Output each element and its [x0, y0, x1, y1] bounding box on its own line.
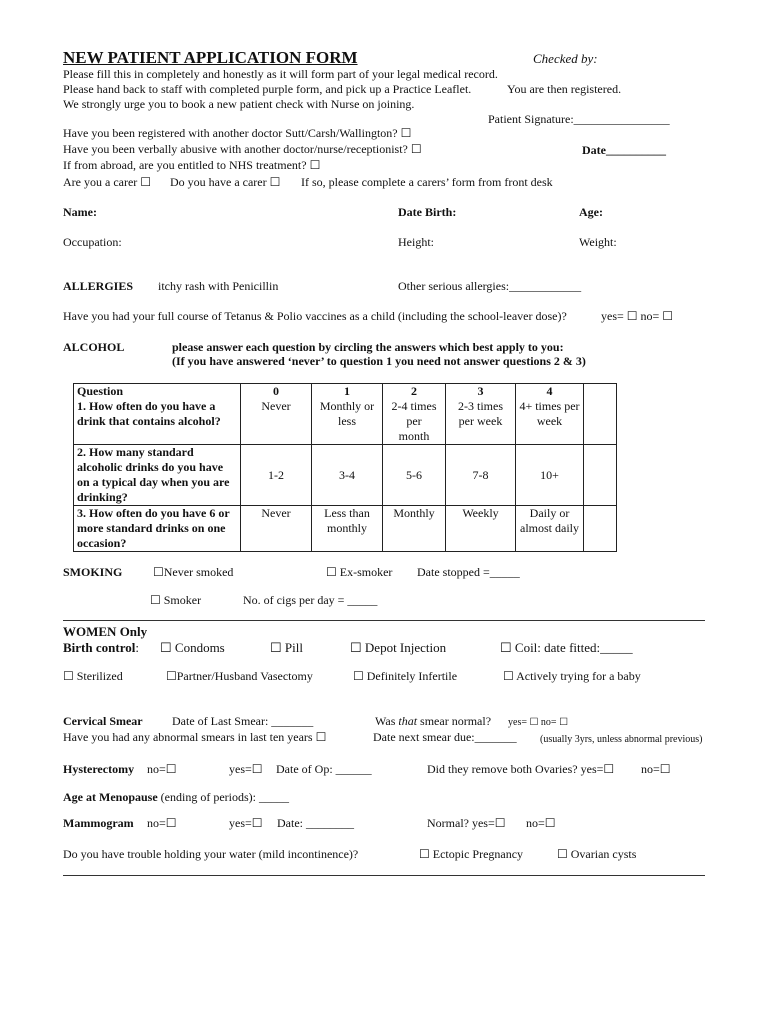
other-allergies-field[interactable]: Other serious allergies:____________ [398, 279, 582, 293]
intro-line-1: Please fill this in completely and honestly as it will form part of your legal medical record. [63, 67, 498, 81]
vaccines-answer[interactable]: yes= ☐ no= ☐ [601, 309, 674, 323]
q1-answer-3: 2-3 times per week [458, 399, 503, 428]
answer-cell[interactable] [241, 384, 312, 445]
date-of-birth-label[interactable]: Date Birth: [398, 205, 457, 219]
question-3-text: 3. How often do you have 6 or more standard drinks on one occasion? [74, 506, 241, 552]
name-label[interactable]: Name: [63, 205, 97, 219]
smear-normal-that: that [398, 714, 418, 728]
question-cell [74, 384, 241, 445]
vaccines-question: Have you had your full course of Tetanus & Polio vaccines as a child (including the school-leaver dose)? [63, 309, 567, 323]
pill-checkbox[interactable]: ☐ Pill [270, 640, 303, 655]
q1-answer-4: 4+ times per week [519, 399, 580, 428]
weight-label[interactable]: Weight: [579, 235, 617, 249]
age-label[interactable]: Age: [579, 205, 603, 219]
q3-answer-0[interactable]: Never [241, 506, 312, 552]
blank-cell [584, 506, 617, 552]
menopause-age-field[interactable] [63, 790, 289, 805]
last-smear-date-field[interactable]: Date of Last Smear: _______ [172, 714, 314, 728]
ovaries-removed-yes[interactable]: Did they remove both Ovaries? yes=☐ [427, 762, 615, 776]
ovarian-cysts-checkbox[interactable]: ☐ Ovarian cysts [557, 847, 637, 861]
score-4: 4 [546, 384, 553, 398]
alcohol-instruction-1: please answer each question by circling the answers which best apply to you: [172, 340, 564, 354]
q3-answer-1[interactable]: Less than monthly [312, 506, 383, 552]
incontinence-question: Do you have trouble holding your water (mild incontinence)? [63, 847, 359, 861]
table-row [74, 384, 617, 445]
infertile-checkbox[interactable]: ☐ Definitely Infertile [353, 669, 458, 683]
question-2-text: 2. How many standard alcoholic drinks do you have on a typical day when you are drinking? [74, 445, 241, 506]
score-3: 3 [477, 384, 484, 398]
patient-signature-field[interactable]: Patient Signature:________________ [488, 112, 670, 126]
blank-cell [584, 384, 617, 445]
smoking-label: SMOKING [63, 565, 123, 579]
registered-elsewhere-question[interactable]: Have you been registered with another doctor Sutt/Carsh/Wallington? ☐ [63, 126, 412, 140]
q3-answer-3[interactable]: Weekly [446, 506, 516, 552]
question-header: Question [77, 384, 124, 398]
verbally-abusive-question[interactable]: Have you been verbally abusive with another doctor/nurse/receptionist? ☐ [63, 142, 422, 156]
answer-cell[interactable] [312, 384, 383, 445]
alcohol-label: ALCOHOL [63, 340, 125, 354]
form-title: NEW PATIENT APPLICATION FORM [63, 48, 358, 67]
signature-date-field[interactable]: Date__________ [582, 143, 666, 157]
allergies-label: ALLERGIES [63, 279, 134, 293]
birth-control-text: Birth control [63, 640, 136, 655]
q1-answer-0: Never [261, 399, 291, 413]
mammogram-date-field[interactable]: Date: ________ [277, 816, 354, 830]
answer-cell[interactable] [383, 384, 446, 445]
checked-by-label: Checked by: [533, 51, 598, 66]
q2-answer-2[interactable]: 5-6 [383, 445, 446, 506]
section-divider [63, 620, 705, 621]
ectopic-pregnancy-checkbox[interactable]: ☐ Ectopic Pregnancy [419, 847, 524, 861]
women-only-heading: WOMEN Only [63, 624, 148, 639]
condoms-checkbox[interactable]: ☐ Condoms [160, 640, 225, 655]
answer-cell[interactable] [446, 384, 516, 445]
birth-control-colon: : [135, 640, 139, 655]
alcohol-audit-table [73, 383, 617, 552]
menopause-rest: (ending of periods): _____ [157, 790, 289, 804]
occupation-label[interactable]: Occupation: [63, 235, 122, 249]
abnormal-smears-question[interactable]: Have you had any abnormal smears in last ten years ☐ [63, 730, 327, 744]
hysterectomy-yes[interactable]: yes=☐ [229, 762, 263, 776]
smear-normal-pre: Was [375, 714, 399, 728]
intro-line-2: Please hand back to staff with completed purple form, and pick up a Practice Leaflet. [63, 82, 472, 96]
smear-interval-note: (usually 3yrs, unless abnormal previous) [540, 734, 703, 745]
q2-answer-4[interactable]: 10+ [516, 445, 584, 506]
q2-answer-1[interactable]: 3-4 [312, 445, 383, 506]
smear-normal-answer[interactable]: yes= ☐ no= ☐ [508, 717, 569, 728]
vasectomy-checkbox[interactable]: ☐Partner/Husband Vasectomy [166, 669, 313, 683]
carer-form-note: If so, please complete a carers’ form from front desk [301, 175, 553, 189]
mammogram-no[interactable]: no=☐ [147, 816, 177, 830]
mammogram-label: Mammogram [63, 816, 134, 830]
height-label[interactable]: Height: [398, 235, 434, 249]
menopause-label: Age at Menopause [63, 790, 158, 804]
score-0: 0 [273, 384, 279, 398]
hysterectomy-label: Hysterectomy [63, 762, 135, 776]
cigs-per-day-field[interactable]: No. of cigs per day = _____ [243, 593, 378, 607]
q1-answer-1: Monthly or less [319, 399, 375, 428]
mammogram-normal-yes[interactable]: Normal? yes=☐ [427, 816, 506, 830]
mammogram-yes[interactable]: yes=☐ [229, 816, 263, 830]
cervical-smear-label: Cervical Smear [63, 714, 143, 728]
alcohol-instruction-2: (If you have answered ‘never’ to question 1 you need not answer questions 2 & 3) [172, 354, 586, 368]
intro-line-3: We strongly urge you to book a new patient check with Nurse on joining. [63, 97, 415, 111]
date-of-op-field[interactable]: Date of Op: ______ [276, 762, 372, 776]
sterilized-checkbox[interactable]: ☐ Sterilized [63, 669, 123, 683]
question-1-text: 1. How often do you have a drink that contains alcohol? [77, 399, 221, 428]
answer-cell[interactable] [516, 384, 584, 445]
birth-control-label [63, 640, 139, 655]
nhs-entitlement-question[interactable]: If from abroad, are you entitled to NHS treatment? ☐ [63, 158, 321, 172]
never-smoked-checkbox[interactable]: ☐Never smoked [153, 565, 234, 579]
trying-for-baby-checkbox[interactable]: ☐ Actively trying for a baby [503, 669, 641, 683]
carer-checkbox[interactable]: Are you a carer ☐ [63, 175, 152, 189]
smoker-checkbox[interactable]: ☐ Smoker [150, 593, 202, 607]
ex-smoker-checkbox[interactable]: ☐ Ex-smoker [326, 565, 393, 579]
q2-answer-0[interactable]: 1-2 [241, 445, 312, 506]
score-2: 2 [411, 384, 417, 398]
blank-cell [584, 445, 617, 506]
allergies-value[interactable]: itchy rash with Penicillin [158, 279, 279, 293]
q3-answer-4[interactable]: Daily or almost daily [516, 506, 584, 552]
have-carer-checkbox[interactable]: Do you have a carer ☐ [170, 175, 281, 189]
q1-answer-2: 2-4 times per month [391, 399, 437, 443]
table-row [74, 445, 617, 506]
depot-injection-checkbox[interactable]: ☐ Depot Injection [350, 640, 447, 655]
next-smear-due-field[interactable]: Date next smear due:_______ [373, 730, 517, 744]
smear-normal-post: smear normal? [417, 714, 492, 728]
intro-line-2b: You are then registered. [507, 82, 622, 96]
mammogram-normal-no[interactable]: no=☐ [526, 816, 556, 830]
q3-answer-2[interactable]: Monthly [383, 506, 446, 552]
hysterectomy-no[interactable]: no=☐ [147, 762, 177, 776]
score-1: 1 [344, 384, 350, 398]
smear-normal-question [375, 714, 491, 729]
coil-checkbox[interactable]: ☐ Coil: date fitted:_____ [500, 640, 633, 655]
date-stopped-field[interactable]: Date stopped =_____ [417, 565, 520, 579]
ovaries-removed-no[interactable]: no=☐ [641, 762, 671, 776]
bottom-divider [63, 875, 705, 876]
q2-answer-3[interactable]: 7-8 [446, 445, 516, 506]
table-row [74, 506, 617, 552]
